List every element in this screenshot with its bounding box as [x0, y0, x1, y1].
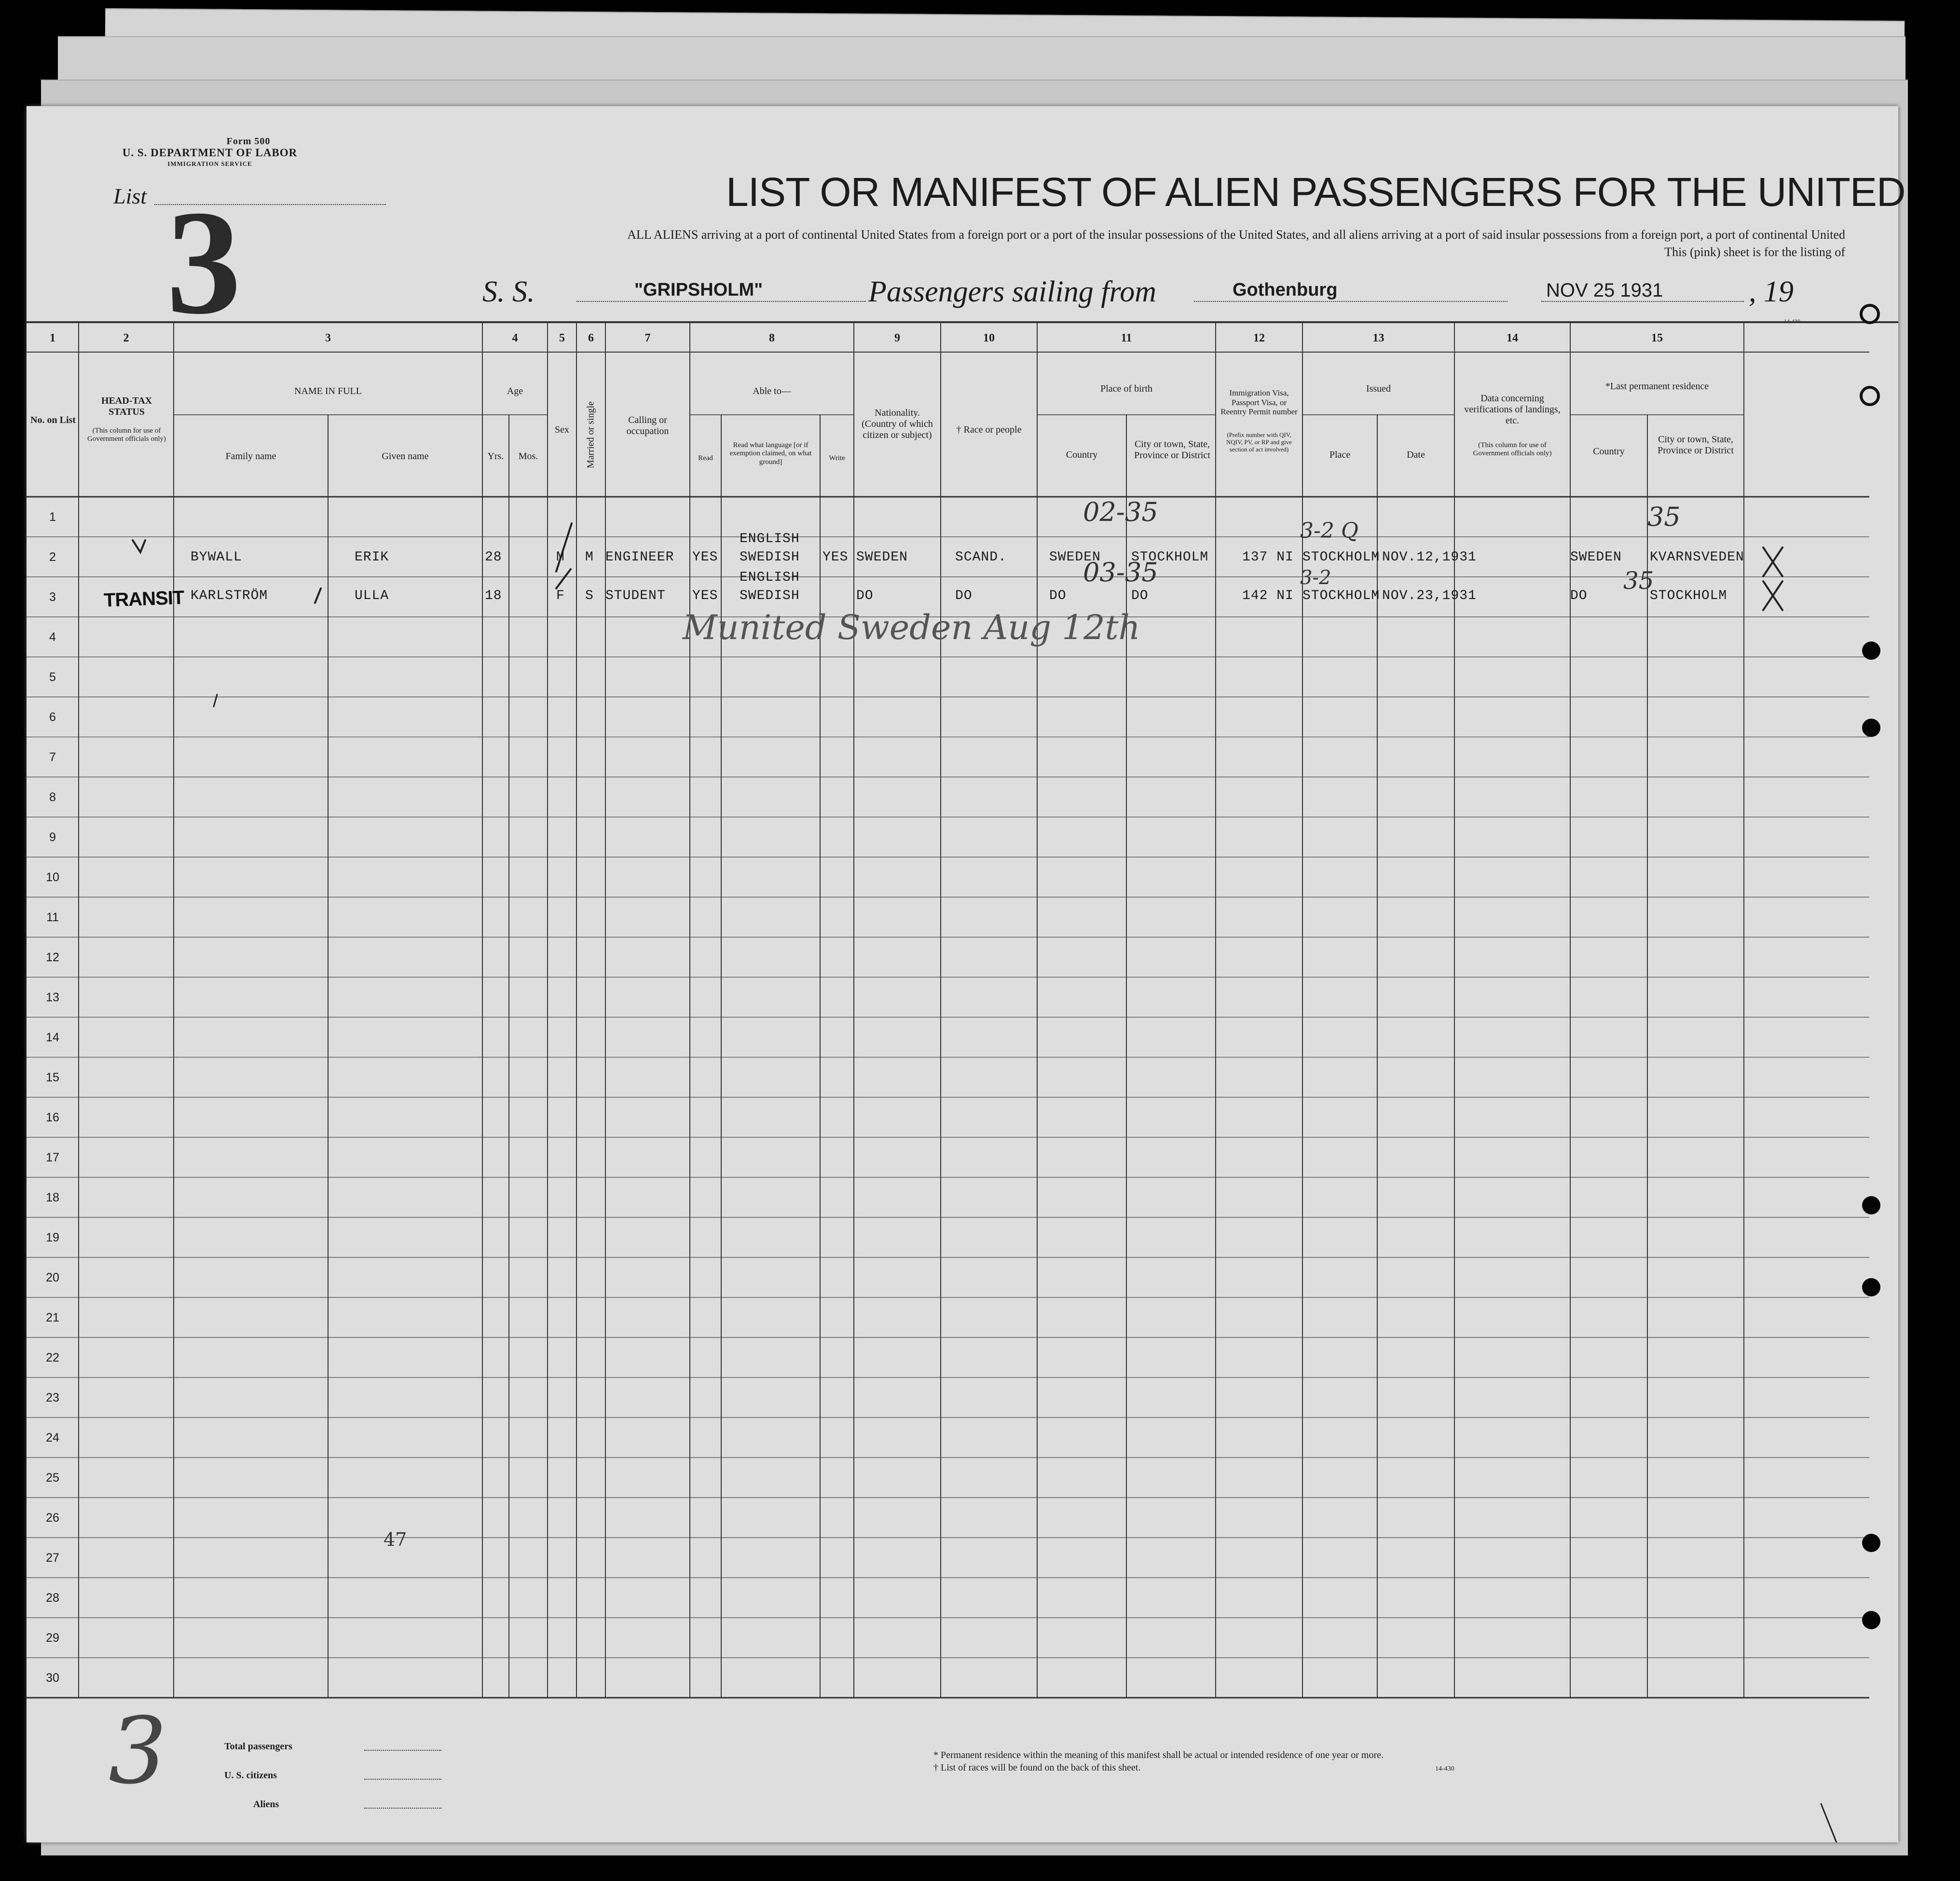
- header-visa-note: (Prefix number with QIV, NQIV, PV, or RP and give section of act involved): [1226, 431, 1292, 453]
- row1-race: SCAND.: [955, 550, 1007, 565]
- header-calling: Calling or occupation: [626, 415, 669, 436]
- punch-hole: [1860, 304, 1880, 324]
- row-number: 10: [46, 871, 59, 884]
- row-number: 28: [46, 1591, 59, 1605]
- footnote-2: † List of races will be found on the back of this sheet.: [933, 1762, 1141, 1773]
- sailing-date: NOV 25 1931: [1546, 280, 1663, 301]
- col-num-1: 1: [50, 332, 55, 344]
- row2-res-annotation: 35: [1623, 567, 1654, 595]
- list-number: 3: [166, 180, 241, 345]
- sailing-label: Passengers sailing from: [868, 275, 1157, 308]
- row1-res-city: KVARNSVEDEN: [1650, 550, 1744, 565]
- footer-total-line: [364, 1750, 441, 1751]
- punch-hole: [1860, 386, 1880, 406]
- row1-birth-annotation: 02-35: [1083, 497, 1158, 527]
- row1-issued-date: NOV.12,1931: [1382, 550, 1477, 565]
- header-write: Write: [829, 454, 845, 462]
- col-num-9: 9: [894, 332, 900, 344]
- row1-write: YES: [822, 550, 849, 565]
- list-label: List: [113, 184, 147, 208]
- col-num-2: 2: [123, 332, 129, 344]
- col-num-14: 14: [1507, 332, 1518, 344]
- col-num-10: 10: [983, 332, 995, 344]
- col-num-15: 15: [1651, 332, 1663, 344]
- header-able-to: Able to—: [753, 386, 791, 396]
- row-number: 12: [46, 951, 59, 964]
- footnote-1: * Permanent residence within the meaning of this manifest shall be actual or intended residence of one year or more.: [933, 1750, 1384, 1760]
- row2-language-1: ENGLISH: [740, 570, 800, 585]
- header-given-name: Given name: [382, 451, 429, 462]
- header-no-on-list: No. on List: [30, 415, 76, 425]
- year-label: , 19: [1749, 275, 1794, 308]
- footer-aliens-line: [364, 1808, 441, 1809]
- row-number: 11: [46, 911, 59, 924]
- row-number: 1: [49, 510, 56, 524]
- header-birth-city: City or town, State, Province or District: [1134, 439, 1210, 461]
- header-nationality: Nationality. (Country of which citizen or subject): [862, 408, 933, 440]
- row-number: 26: [46, 1511, 59, 1525]
- handwritten-note: Munited Sweden Aug 12th: [683, 608, 1140, 647]
- row-number: 20: [46, 1271, 59, 1284]
- departure-port: Gothenburg: [1233, 280, 1338, 300]
- col-num-6: 6: [588, 332, 594, 344]
- department-name: U. S. DEPARTMENT OF LABOR: [122, 147, 298, 159]
- row1-given-name: ERIK: [355, 550, 389, 565]
- row1-issued-place: STOCKHOLM: [1302, 550, 1380, 565]
- row1-visa-annotation: 3-2 Q: [1300, 518, 1358, 543]
- row-number: 21: [46, 1311, 59, 1324]
- service-name: IMMIGRATION SERVICE: [167, 160, 252, 167]
- row-number: 23: [46, 1391, 59, 1404]
- col-num-11: 11: [1121, 332, 1132, 344]
- row2-read: YES: [692, 588, 718, 603]
- row-number: 27: [46, 1551, 59, 1565]
- header-issued-place: Place: [1329, 450, 1351, 460]
- row2-nationality: DO: [856, 588, 874, 603]
- row2-visa-annotation: 3-2: [1300, 567, 1331, 589]
- row-number: 9: [49, 831, 56, 844]
- row2-birth-country: DO: [1049, 588, 1067, 603]
- row-number: 4: [49, 630, 56, 644]
- row2-language-2: SWEDISH: [740, 588, 800, 603]
- header-sex: Sex: [555, 424, 569, 435]
- row-number: 2: [49, 550, 56, 564]
- row-number: 24: [46, 1431, 59, 1445]
- row1-res-country: SWEDEN: [1570, 550, 1622, 565]
- row1-read: YES: [692, 550, 718, 565]
- footer-us-citizens: U. S. citizens: [224, 1770, 277, 1781]
- row1-birth-country: SWEDEN: [1049, 550, 1101, 565]
- row2-given-name: ULLA: [355, 588, 389, 603]
- punch-hole: [1862, 1534, 1880, 1552]
- punch-hole: [1862, 1278, 1880, 1296]
- row2-marital: S: [585, 588, 594, 603]
- header-head-tax-note: (This column for use of Government officials only): [87, 427, 166, 443]
- row-number: 17: [46, 1151, 59, 1164]
- header-issued-date: Date: [1407, 450, 1425, 460]
- header-married: Married or single: [585, 401, 596, 468]
- row1-language-2: SWEDISH: [740, 550, 800, 565]
- header-data-note: (This column for use of Government officials only): [1473, 441, 1552, 458]
- row1-language-1: ENGLISH: [740, 532, 800, 546]
- footer-aliens: Aliens: [253, 1799, 279, 1810]
- footer-citizens-line: [364, 1779, 441, 1780]
- header-mos: Mos.: [518, 451, 538, 462]
- row2-race: DO: [955, 588, 973, 603]
- col-num-7: 7: [644, 332, 651, 344]
- punch-hole: [1862, 1611, 1880, 1629]
- row1-sex: M: [556, 550, 565, 565]
- corner-mark: 3: [109, 1698, 167, 1804]
- row2-sex: F: [556, 588, 565, 603]
- row1-nationality: SWEDEN: [856, 550, 908, 565]
- row-number: 19: [46, 1231, 59, 1244]
- col-num-12: 12: [1253, 332, 1265, 344]
- ss-label: S. S.: [482, 275, 535, 308]
- row27-note: 47: [384, 1529, 407, 1550]
- row-number: 25: [46, 1471, 59, 1485]
- row-number: 22: [46, 1351, 59, 1364]
- row-number: 15: [46, 1071, 59, 1084]
- row2-birth-city: DO: [1131, 588, 1149, 603]
- top-right-code: 14-430: [1784, 318, 1800, 325]
- row-number: 30: [46, 1671, 59, 1685]
- row2-issued-place: STOCKHOLM: [1302, 588, 1380, 603]
- row1-marital: M: [585, 550, 594, 565]
- row1-family-name: BYWALL: [191, 550, 242, 565]
- header-data-concerning: Data concerning verifications of landings, etc.: [1464, 393, 1561, 426]
- row1-age: 28: [485, 550, 502, 565]
- header-res-city: City or town, State, Province or District: [1658, 434, 1734, 456]
- row-number: 18: [46, 1191, 59, 1204]
- header-age: Age: [507, 386, 523, 396]
- row-number: 16: [46, 1111, 59, 1124]
- row2-birth-annotation: 03-35: [1083, 557, 1158, 587]
- footer-code: 14-430: [1435, 1765, 1454, 1772]
- col-num-4: 4: [512, 332, 518, 344]
- row-number: 3: [49, 590, 56, 604]
- header-yrs: Yrs.: [487, 451, 504, 462]
- page-title: LIST OR MANIFEST OF ALIEN PASSENGERS FOR THE UNITED: [726, 169, 1905, 215]
- row-number: 7: [49, 750, 56, 764]
- form-number: Form 500: [226, 136, 271, 147]
- col-num-5: 5: [559, 332, 565, 344]
- header-birth-country: Country: [1066, 450, 1098, 460]
- row2-issued-date: NOV.23,1931: [1382, 588, 1477, 603]
- subtitle-line-2: This (pink) sheet is for the listing of: [1664, 245, 1845, 259]
- row2-age: 18: [485, 588, 502, 603]
- row1-visa: 137 NI: [1242, 550, 1294, 565]
- row1-birth-city: STOCKHOLM: [1131, 550, 1209, 565]
- col-num-8: 8: [769, 332, 775, 344]
- footer-total-passengers: Total passengers: [224, 1741, 292, 1752]
- row2-family-name: KARLSTRÖM: [191, 588, 268, 603]
- header-head-tax: HEAD-TAX STATUS: [101, 395, 152, 417]
- row-number: 29: [46, 1631, 59, 1645]
- row-number: 14: [46, 1031, 59, 1044]
- header-res-country: Country: [1593, 446, 1625, 457]
- col-num-13: 13: [1372, 332, 1384, 344]
- header-read: Read: [698, 454, 713, 462]
- row2-res-country: DO: [1570, 588, 1588, 603]
- row-number: 8: [49, 791, 56, 804]
- punch-hole: [1862, 719, 1880, 737]
- row1-res-annotation: 35: [1647, 502, 1681, 532]
- row1-occupation: ENGINEER: [605, 550, 674, 565]
- head-tax-stamp: TRANSIT: [103, 587, 185, 611]
- subtitle-line-1: ALL ALIENS arriving at a port of continental United States from a foreign port or a port of the insular possessions of the United States, and all aliens arriving at a port of said insular possessions from a foreign port, a port of continental United: [627, 228, 1845, 242]
- header-last-residence: *Last permanent residence: [1605, 381, 1709, 392]
- header-name-in-full: NAME IN FULL: [294, 386, 362, 396]
- row-number: 6: [49, 710, 56, 724]
- header-issued: Issued: [1366, 383, 1391, 394]
- row2-visa: 142 NI: [1242, 588, 1294, 603]
- manifest-sheet: [27, 106, 1905, 1842]
- header-read-language: Read what language [or if exemption claimed, on what ground]: [729, 441, 812, 466]
- row-number: 13: [46, 991, 59, 1004]
- header-visa: Immigration Visa, Passport Visa, or Reentry Permit number: [1220, 388, 1298, 417]
- col-num-3: 3: [325, 332, 331, 344]
- header-family-name: Family name: [225, 451, 276, 462]
- row2-occupation: STUDENT: [605, 588, 666, 603]
- ship-name: "GRIPSHOLM": [634, 280, 763, 300]
- punch-hole: [1862, 1196, 1880, 1214]
- row2-res-city: STOCKHOLM: [1650, 588, 1727, 603]
- row-number: 5: [49, 670, 56, 684]
- punch-hole: [1862, 641, 1880, 660]
- header-place-of-birth: Place of birth: [1100, 383, 1152, 394]
- header-race: † Race or people: [956, 424, 1022, 435]
- manifest-grid: [27, 106, 1898, 1842]
